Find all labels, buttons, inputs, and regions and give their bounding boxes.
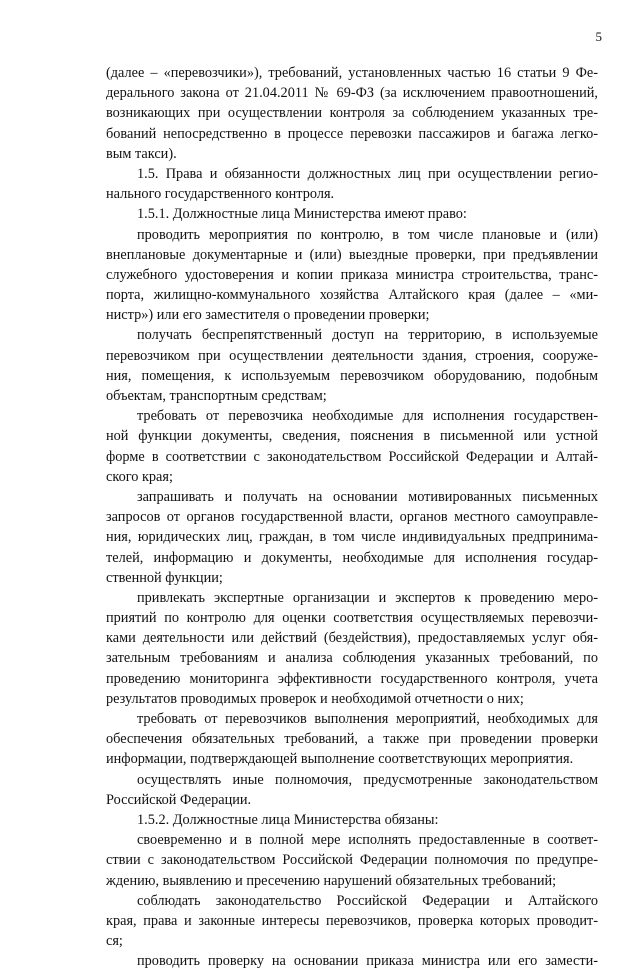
text-line: ния, помещения, к используемым перевозчиком оборудованию, подобным [106,367,598,384]
text-line: требовать от перевозчиков выполнения мероприятий, необходимых для [137,711,598,727]
text-line: нального государственного контроля. [106,186,335,203]
text-line: порта, жилищно-коммунального хозяйства Алтайского края (далее – «ми- [106,287,598,304]
text-line: ждению, выявлению и пресечению нарушений обязательных требований; [106,872,557,889]
text-line: телей, информацию и документы, необходимые для исполнения государ- [106,549,598,566]
text-line: ся; [106,933,123,950]
text-line: края, права и законные интересы перевозчиков, проверка которых проводит- [106,912,598,929]
text-line: приятий по контролю для оценки соответствия осуществляемых перевозчи- [106,610,598,627]
text-line: (далее – «перевозчики»), требований, установленных частью 16 статьи 9 Фе- [106,65,598,81]
text-line: нистр») или его заместителя о проведении проверки; [106,307,430,324]
text-line: своевременно и в полной мере исполнять предоставленные в соответ- [137,832,598,849]
text-line: Российской Федерации. [106,791,252,808]
text-line: требовать от перевозчика необходимые для исполнения государствен- [137,408,598,425]
text-line: объектам, транспортным средствам; [106,388,327,404]
text-line: служебного удостоверения и копии приказа министра строительства, транс- [106,266,598,283]
text-line: запросов от органов государственной власти, органов местного самоуправле- [106,509,598,526]
document-body [106,63,598,971]
text-line: форме в соответствии с законодательством Российской Федерации и Алтай- [106,448,598,465]
text-line: вым такси). [106,145,177,162]
text-line: запрашивать и получать на основании мотивированных письменных [137,488,598,505]
text-line: проводить проверку на основании приказа министра или его замести- [137,953,598,970]
text-line: 1.5.1. Должностные лица Министерства имеют право: [137,206,467,223]
text-line: 1.5.2. Должностные лица Министерства обязаны: [137,811,439,828]
text-line: результатов проводимых проверок и необходимой отчетности о них; [106,690,524,707]
text-line: бований непосредственно в процессе перевозки пассажиров и багажа легко- [106,125,598,142]
text-line: возникающих при осуществлении контроля за соблюдением указанных тре- [106,105,598,122]
text-line: ствии с законодательством Российской Федерации полномочия по предупре- [106,852,598,869]
text-line: ственной функции; [106,569,223,586]
text-line: зательным требованиям и анализа соблюдения указанных требований, по [106,650,598,667]
text-line: проводить мероприятия по контролю, в том числе плановые и (или) [137,226,598,243]
page-number: 5 [595,29,602,44]
text-line: проведению мониторинга эффективности государственного контроля, учета [106,670,598,687]
text-line: информации, подтверждающей выполнение соответствующих мероприятия. [106,751,574,768]
text-line: внеплановые документарные и (или) выездные проверки, при предъявлении [106,246,598,263]
text-line: осуществлять иные полномочия, предусмотренные законодательством [137,771,598,788]
text-line: получать беспрепятственный доступ на территорию, в используемые [137,327,598,344]
text-line: ками деятельности или действий (бездействия), предоставляемых услуг обя- [106,630,598,647]
text-line: соблюдать законодательство Российской Федерации и Алтайского [137,892,598,909]
text-line: обеспечения обязательных требований, а также при проведении проверки [106,731,598,748]
text-line: ния, юридических лиц, граждан, в том числе индивидуальных предпринима- [106,529,598,546]
text-line: перевозчиком при осуществлении деятельности здания, строения, сооруже- [106,347,598,364]
text-line: ского края; [106,468,173,485]
text-line: ной функции документы, сведения, пояснения в письменной или устной [106,428,598,445]
text-line: привлекать экспертные организации и экспертов к проведению меро- [137,589,598,606]
text-line: 1.5. Права и обязанности должностных лиц при осуществлении регио- [137,165,598,182]
text-line: дерального закона от 21.04.2011 № 69-ФЗ (за исключением правоотношений, [106,85,598,102]
